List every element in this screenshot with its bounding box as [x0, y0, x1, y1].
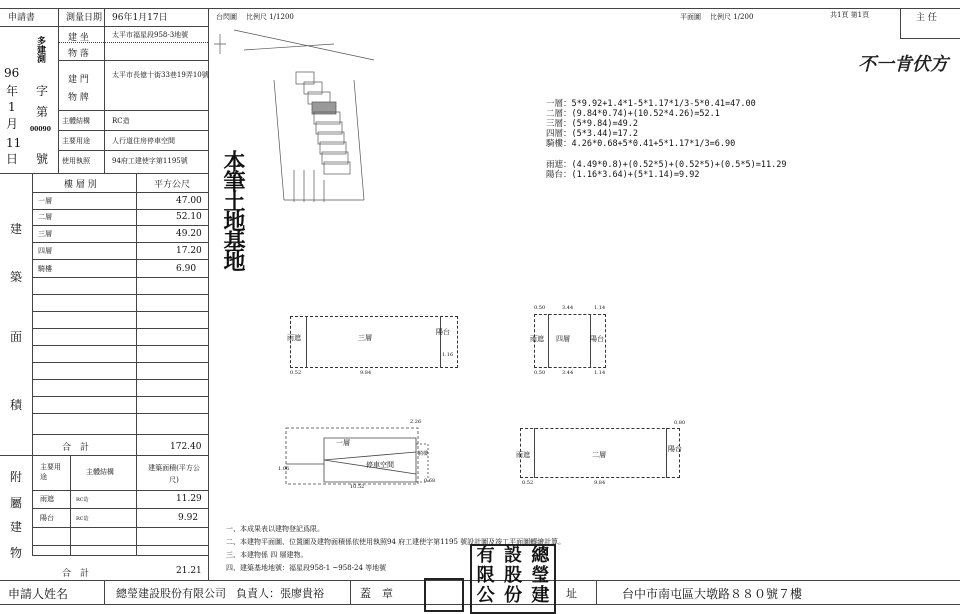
col-area-header: 平方公尺	[154, 180, 191, 190]
area-side-char-3: 面	[10, 330, 23, 344]
annex-row-line-2	[32, 527, 208, 528]
third-floor-dim-left: 0.52	[290, 370, 302, 376]
left-col-divider-2	[104, 8, 105, 173]
footer-divider-1	[104, 580, 105, 604]
first-floor-plan	[276, 424, 436, 490]
fourth-floor-wall-left	[548, 314, 549, 368]
structure-value: RC造	[112, 117, 130, 125]
director-divider	[900, 8, 901, 38]
area-side-char-2: 築	[10, 270, 23, 284]
note-4: 四、建築基地地號：福星段958-1 ~958-24 等地號	[226, 564, 387, 572]
di-label: 第	[36, 105, 49, 119]
area-row-line-6	[32, 294, 208, 295]
area-side-char-1: 建	[10, 222, 23, 236]
map-road-line	[274, 80, 284, 200]
annex-total-value: 21.21	[176, 566, 202, 576]
third-floor-wall-left	[306, 316, 307, 368]
parking-label: 停車空間	[366, 461, 394, 469]
page-count: 共1頁 第1頁	[830, 11, 870, 19]
fourth-floor-dim-top-left: 0.50	[534, 305, 546, 311]
formula-balcony: 陽台：(1.16*3.64)+(5*1.14)=9.92	[546, 170, 700, 180]
day-label: 日	[6, 152, 19, 166]
area-row-line-9	[32, 345, 208, 346]
row-line-3	[58, 130, 208, 131]
annex-side-char-3: 建	[10, 520, 23, 534]
floor-3-area: 49.20	[176, 229, 202, 239]
area-row-line-11	[32, 379, 208, 380]
fourth-floor-dim-top: 3.44	[562, 305, 574, 311]
fourth-floor-label: 四層	[556, 335, 570, 343]
left-panel-divider	[208, 8, 209, 580]
first-floor-label: 一層	[336, 439, 350, 447]
formula-floor-1: 一層：5*9.92+1.4*1-5*1.17*1/3-5*0.41=47.00	[546, 99, 756, 109]
building-location-label2: 物 落	[68, 49, 89, 59]
building-location-value: 太平市福星段958-3地號	[112, 31, 189, 39]
annex-row-1-structure: RC造	[76, 497, 89, 503]
annex-col-area: 建築面積(平方公尺)	[148, 464, 200, 484]
annex-side-char-2: 屬	[10, 496, 23, 510]
structure-label: 主體結構	[62, 117, 90, 125]
handwritten-number: 00090	[30, 126, 51, 133]
day-number: 11	[6, 136, 22, 150]
second-floor-wall-left	[534, 428, 535, 478]
address-value: 台中市南屯區大墩路８８０號７樓	[622, 587, 803, 601]
annex-col-structure: 主體結構	[86, 468, 114, 476]
usage-value: 人行道住房停車空間	[112, 137, 175, 145]
first-floor-arcade-label: 騎樓	[418, 451, 429, 457]
third-floor-balcony-label: 陽台	[436, 328, 450, 336]
handwritten-signature: 不一肯伏方	[858, 54, 948, 75]
footer-divider-3	[596, 580, 597, 604]
formula-floor-4: 四層：(5*3.44)=17.2	[546, 129, 639, 139]
company-name: 總瑩建設股份有限公司	[116, 587, 226, 600]
floor-2-label: 二層	[38, 213, 52, 221]
area-row-line-13	[32, 413, 208, 414]
door-label2: 物 牌	[68, 93, 89, 103]
formula-floor-2: 二層：(9.84*0.74)+(10.52*4.26)=52.1	[546, 109, 720, 119]
second-floor-dim-top: 0.80	[674, 420, 686, 426]
fourth-floor-dim-bottom-left: 0.50	[534, 370, 546, 376]
map-road-line	[244, 44, 334, 50]
third-floor-dim-width: 9.84	[360, 370, 372, 376]
door-value: 太平市長億十街33巷19弄10號	[112, 71, 209, 79]
first-floor-dim-bottom: 10.52	[350, 484, 365, 490]
company-seal-stamp	[470, 544, 556, 614]
annex-col-divider-2	[136, 455, 137, 555]
area-row-line-5	[32, 277, 208, 278]
map-road-line	[354, 80, 364, 200]
third-floor-label: 三層	[358, 334, 372, 342]
year-number: 96	[4, 66, 20, 80]
year-label: 年	[6, 84, 19, 98]
hao-label: 號	[36, 152, 49, 166]
seal-char-6: 瑩	[531, 565, 550, 586]
second-floor-rain-label: 雨遮	[516, 451, 530, 459]
month-label: 月	[6, 117, 19, 131]
applicant-name-label: 申請人姓名	[8, 587, 69, 601]
seal-char-9: 建	[531, 585, 550, 606]
third-floor-outline	[290, 316, 458, 368]
floor-5-label: 騎樓	[38, 265, 52, 273]
header-row-line	[0, 26, 208, 27]
floor-1-label: 一層	[38, 197, 52, 205]
floor-1-area: 47.00	[176, 196, 202, 206]
area-row-line-3	[32, 242, 208, 243]
fourth-floor-dim-bottom: 3.44	[562, 370, 574, 376]
annex-row-line-1	[32, 508, 208, 509]
first-floor-dim-top: 2.26	[410, 419, 422, 425]
seal-char-4: 限	[476, 565, 495, 586]
vertical-land-stamp: 本筆土地基地	[220, 150, 246, 270]
annex-total-label: 合 計	[62, 569, 90, 579]
plan-label: 平面圖	[680, 13, 701, 21]
floor-5-area: 6.90	[176, 264, 197, 274]
license-value: 94府工建使字第1195號	[112, 157, 188, 165]
formula-rain-shelter: 雨遮：(4.49*0.8)+(0.52*5)+(0.52*5)+(0.5*5)=11.29	[546, 160, 787, 170]
floor-4-area: 17.20	[176, 246, 202, 256]
third-floor-wall-right	[440, 316, 441, 368]
area-row-line-7	[32, 311, 208, 312]
annex-row-line-3	[32, 545, 208, 546]
row-line-2	[58, 110, 208, 111]
row-line-1a	[58, 42, 208, 43]
annex-row-2-structure: RC造	[76, 516, 89, 522]
footer-divider-2	[350, 580, 351, 604]
area-total-line	[0, 455, 208, 456]
scale-left: 比例尺 1/1200	[246, 13, 294, 21]
seal-label: 蓋 章	[360, 587, 393, 600]
annex-side-char-1: 附	[10, 470, 23, 484]
third-floor-dim-right: 1.16	[442, 352, 454, 358]
formula-arcade: 騎樓：4.26*0.68+5*0.41+5*1.17*1/3=6.90	[546, 139, 736, 149]
area-total-label: 合 計	[62, 443, 90, 453]
seal-char-1: 有	[476, 545, 495, 566]
area-row-line-12	[32, 396, 208, 397]
first-floor-dim-left: 1.06	[278, 466, 290, 472]
annex-row-1-area: 11.29	[176, 494, 202, 504]
annex-col-divider-1	[70, 455, 71, 555]
area-row-line-4	[32, 259, 208, 260]
manager-name: 負責人：張廖貴裕	[236, 587, 324, 600]
fourth-floor-balcony-label: 陽台	[590, 335, 604, 343]
floor-2-area: 52.10	[176, 212, 202, 222]
month-number: 1	[8, 100, 16, 114]
seal-char-3: 總	[531, 545, 550, 566]
second-floor-wall-right	[666, 428, 667, 478]
row-line-4	[58, 150, 208, 151]
area-row-line-10	[32, 362, 208, 363]
annex-total-line	[32, 555, 208, 556]
usage-label: 主要用途	[62, 137, 90, 145]
annex-col-usage: 主要用途	[40, 463, 61, 481]
applicant-cell: 申請書	[8, 13, 36, 23]
license-label: 使用執照	[62, 157, 90, 165]
area-side-char-4: 積	[10, 398, 23, 412]
area-row-line-14	[32, 434, 208, 435]
seal-char-5: 股	[503, 565, 522, 586]
note-3: 三、本建物係 四 層建物。	[226, 551, 308, 559]
door-label: 建 門	[68, 75, 89, 85]
annex-side-char-4: 物	[10, 546, 23, 560]
area-header-line	[32, 192, 208, 193]
fourth-floor-dim-top-right: 1.14	[594, 305, 606, 311]
personal-seal-stamp	[424, 578, 464, 612]
fourth-floor-dim-bottom-right: 1.14	[594, 370, 606, 376]
survey-date-label: 測量日期	[66, 13, 103, 23]
annex-row-2-usage: 陽台	[40, 514, 54, 522]
note-2: 二、本建物平面圖、位置圖及建物面積係依使用執照94 府工建使字第1195 號設計圖及竣工平面圖轉繪計算。	[226, 538, 566, 546]
formula-floor-3: 三層：(5*9.84)=49.2	[546, 119, 639, 129]
director-label: 主 任	[916, 13, 937, 23]
second-floor-balcony-label: 陽台	[668, 445, 682, 453]
area-total-value: 172.40	[170, 442, 202, 452]
seal-char-7: 公	[476, 585, 495, 606]
row-line-1	[58, 60, 208, 61]
second-floor-label: 二層	[592, 451, 606, 459]
annex-row-2-area: 9.92	[178, 513, 199, 523]
first-floor-dim-right: 0.68	[424, 478, 436, 484]
address-label: 址	[566, 587, 577, 600]
handwritten-prefix: 多建測	[35, 36, 45, 63]
location-label: 台閃圖	[216, 13, 237, 21]
note-1: 一、本成果表以建物登記爲限。	[226, 525, 324, 533]
second-floor-dim-bottom: 9.84	[594, 480, 606, 486]
area-row-line-2	[32, 225, 208, 226]
fourth-floor-rain-label: 雨遮	[530, 335, 544, 343]
map-road-line	[234, 30, 374, 60]
top-border	[0, 8, 960, 9]
zi-label: 字	[36, 84, 49, 98]
seal-char-2: 設	[503, 545, 522, 566]
floor-4-label: 四層	[38, 247, 52, 255]
director-box-bottom	[900, 38, 960, 39]
area-row-line-8	[32, 328, 208, 329]
floor-3-label: 三層	[38, 230, 52, 238]
left-col-divider-1	[58, 8, 59, 173]
annex-row-1-usage: 雨遮	[40, 495, 54, 503]
scale-right: 比例尺 1/200	[710, 13, 754, 21]
survey-date: 96年1月17日	[112, 13, 168, 23]
area-side-divider	[32, 173, 33, 555]
annex-header-line	[32, 490, 208, 491]
area-row-line-1	[32, 209, 208, 210]
third-floor-rain-label: 雨遮	[287, 334, 301, 342]
building-location-label: 建 坐	[68, 33, 89, 43]
second-floor-dim-left: 0.52	[522, 480, 534, 486]
col-floor-header: 樓 層 別	[64, 180, 97, 190]
seal-char-8: 份	[503, 585, 522, 606]
